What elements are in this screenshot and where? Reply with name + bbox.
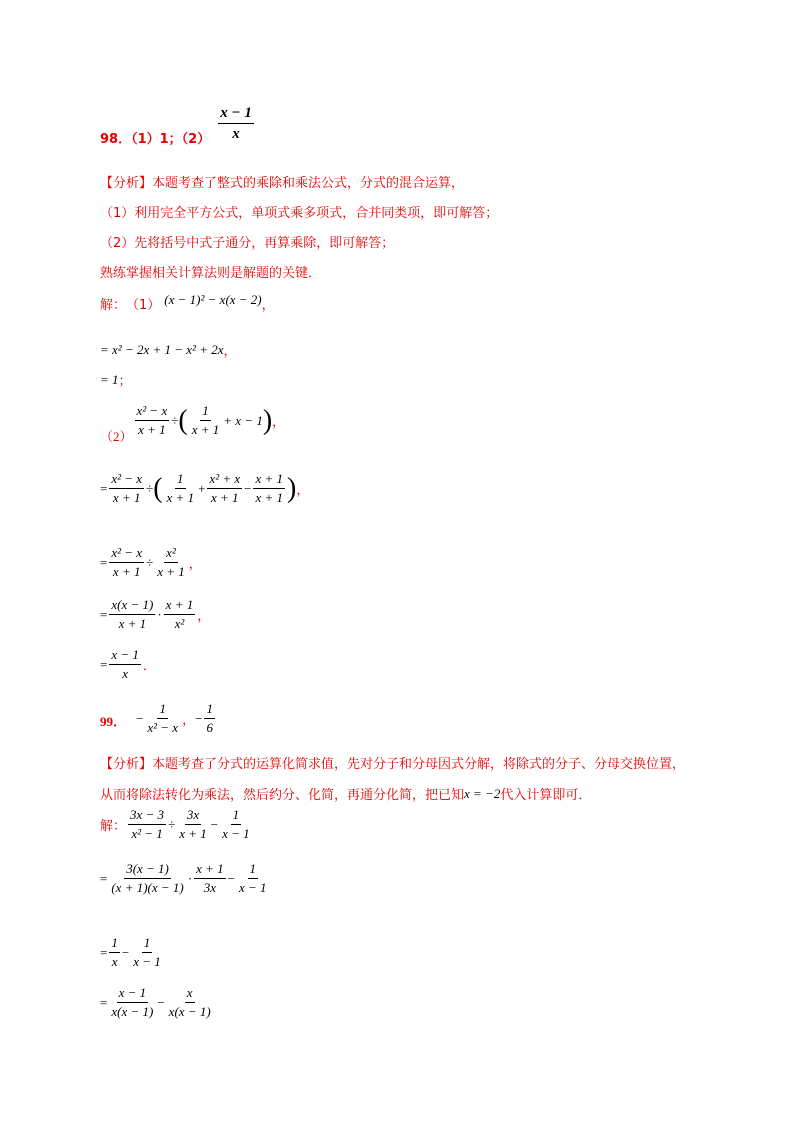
analysis98-line1: （1）利用完全平方公式，单项式乘多项式，合并同类项，即可解答； xyxy=(100,206,499,221)
analysis99-line2a: 从而将除法转化为乘法，然后约分、化简，再通分化简，把已知 xyxy=(100,788,465,803)
frac-denominator: x(x − 1) xyxy=(111,1004,154,1020)
analysis99-line2b: 代入计算即可． xyxy=(500,788,592,803)
sol98-step5-line: = $\frac{x(x - 1)}{x + 1}$ · $\frac{x + 1}{\text{x²}}$ ， xyxy=(100,597,211,632)
frac-numerator: 1 xyxy=(142,936,153,953)
sol98-part1-line xyxy=(100,291,275,313)
frac-numerator: x² − x xyxy=(135,404,170,421)
frac-denominator: x xyxy=(122,666,128,682)
frac-numerator: x + 1 xyxy=(253,472,285,489)
sol98-p2-frac-b xyxy=(190,404,222,438)
sol99-jie: 解： xyxy=(100,818,127,834)
frac-numerator: x − 1 xyxy=(109,648,141,665)
frac xyxy=(109,598,155,632)
frac-denominator: (x + 1)(x − 1) xyxy=(111,880,184,896)
analysis98-line3: 熟练掌握相关计算法则是解题的关键． xyxy=(100,266,322,281)
q98-label: 98．（1）1；（2） xyxy=(100,132,211,147)
left-paren: ( xyxy=(178,404,188,436)
frac-numerator: x² xyxy=(164,546,178,563)
analysis98-line2: （2）先将括号中式子通分，再算乘除，即可解答； xyxy=(100,236,395,251)
divide-sign: ÷ xyxy=(171,412,179,428)
frac-numerator: x² − x xyxy=(109,546,144,563)
frac-denominator: x + 1 xyxy=(138,422,166,437)
q98-frac-den: x xyxy=(232,126,240,142)
frac xyxy=(253,472,285,506)
sol98-comma: ， xyxy=(261,298,275,313)
sol98-jie: 解： xyxy=(100,298,127,313)
frac-denominator: x + 1 xyxy=(166,490,195,506)
frac-numerator: 3x xyxy=(185,808,201,825)
frac xyxy=(207,472,242,506)
frac xyxy=(131,936,163,970)
sol98-step3-line: = $\frac{\text{x² − x}}{x + 1}$ ÷ ( $\frac{1}{x + 1}$ + $\frac{\text{x² + x}}{x + 1}$ − $\frac{x + 1}{x + 1}$ ) ， xyxy=(100,471,310,506)
q99-answer-b xyxy=(204,702,215,736)
q98-frac-num: x − 1 xyxy=(218,105,254,125)
frac xyxy=(164,598,196,632)
frac-denominator: x xyxy=(111,954,118,970)
frac-denominator: x(x − 1) xyxy=(168,1004,211,1020)
analysis99-heading xyxy=(100,753,685,772)
frac-denominator: x + 1 xyxy=(211,490,239,506)
frac-denominator: x² − x xyxy=(147,720,179,736)
frac xyxy=(155,546,187,580)
q98-answer-line xyxy=(100,100,256,147)
sol98-semi: ； xyxy=(118,374,132,389)
frac-denominator: x − 1 xyxy=(238,880,267,896)
analysis98-heading xyxy=(100,172,464,191)
frac-denominator: x + 1 xyxy=(255,490,284,506)
sol99-step1-line: = $\frac{3(x - 1)}{(x + 1)(x - 1)}$ · $\frac{x + 1}{3x}$ − $\frac{1}{x - 1}$ xyxy=(100,861,267,896)
frac xyxy=(109,986,155,1020)
right-paren: ) xyxy=(262,404,273,436)
frac-numerator: 1 xyxy=(200,404,211,421)
frac xyxy=(237,862,269,896)
q99-label: 99． xyxy=(100,714,127,730)
frac-numerator: 1 xyxy=(109,936,120,953)
analysis99-tag: 【分析】 xyxy=(100,757,153,772)
sol98-part2-label: （2） xyxy=(100,429,133,444)
divide-sign: ÷ xyxy=(146,554,154,570)
frac-numerator: x + 1 xyxy=(164,598,196,615)
frac xyxy=(128,808,166,842)
frac-denominator: x − 1 xyxy=(222,826,250,842)
frac-denominator: 3x xyxy=(203,880,216,896)
sol99-step3-line: = $\frac{x - 1}{x(x - 1)}$ − $\frac{x}{x(x - 1)}$ xyxy=(100,985,211,1020)
frac-numerator: x(x − 1) xyxy=(109,598,155,615)
frac-denominator: x + 1 xyxy=(112,490,141,506)
frac-denominator: x − 1 xyxy=(133,954,161,970)
sol98-part1-label: （1） xyxy=(126,298,161,313)
frac xyxy=(194,862,226,896)
analysis98-tag: 【分析】 xyxy=(100,176,153,191)
analysis99-condition: x = −2 xyxy=(464,785,501,801)
frac xyxy=(109,472,144,506)
sol99-step2-line: = $\frac{1}{x}$ − $\frac{1}{x - 1}$ xyxy=(100,935,161,970)
analysis98-text: 本题考查了整式的乘除和乘法公式，分式的混合运算， xyxy=(152,176,465,191)
frac-numerator: x − 1 xyxy=(117,986,149,1003)
frac-numerator: 1 xyxy=(204,702,215,719)
q98-answer-fraction xyxy=(218,105,254,143)
sol98-step2-line xyxy=(100,370,132,389)
frac-numerator: x² − x xyxy=(109,472,144,489)
right-paren: ) xyxy=(287,472,297,504)
analysis99-text: 本题考查了分式的运算化简求值，先对分子和分母因式分解，将除式的分子、分母交换位置， xyxy=(152,757,686,772)
frac-numerator: x xyxy=(185,986,195,1003)
frac-denominator: x² xyxy=(174,616,185,632)
frac xyxy=(165,472,197,506)
sol98-p2-tail: + x − 1 xyxy=(223,412,263,428)
frac-denominator: x + 1 xyxy=(157,564,185,580)
separator: ， xyxy=(182,712,196,728)
sol98-p2-frac-a xyxy=(135,404,170,438)
sol98-step2: = 1 xyxy=(100,371,119,387)
frac-denominator: x + 1 xyxy=(118,616,147,632)
sol98-part2-line: （2） $\frac{\text{x² − x}}{x + 1}$ ÷ ( $\frac{1}{x + 1}$ + x − 1 ) ， xyxy=(100,402,286,444)
sol98-expr1: (x − 1)² − x(x − 2) xyxy=(164,291,262,307)
frac xyxy=(177,808,209,842)
frac-denominator: 6 xyxy=(206,720,213,736)
frac-numerator: 3x − 3 xyxy=(128,808,166,825)
frac-denominator: x + 1 xyxy=(179,826,207,842)
frac-numerator: x + 1 xyxy=(194,862,226,879)
frac-numerator: 1 xyxy=(248,862,259,879)
analysis99-line2 xyxy=(100,784,591,803)
q99-answer-a xyxy=(145,702,180,736)
frac xyxy=(167,986,213,1020)
sol98-step4-line: = $\frac{\text{x² − x}}{x + 1}$ ÷ $\frac{\text{x²}}{x + 1}$ ， xyxy=(100,545,202,580)
sol99-expr-line: 解： $\frac{3x - 3}{\text{x² − 1}}$ ÷ $\frac{3x}{x + 1}$ − $\frac{1}{x - 1}$ xyxy=(100,807,250,842)
frac-numerator: x² + x xyxy=(207,472,242,489)
q99-answer-line: 99． − $\frac{1}{\text{x² − x}}$ ， − $\frac{1}{6}$ xyxy=(100,701,213,736)
frac xyxy=(109,936,120,970)
divide-sign: ÷ xyxy=(146,480,154,496)
frac xyxy=(109,648,141,682)
left-paren: ( xyxy=(153,472,163,504)
frac xyxy=(109,546,144,580)
sol98-result-line: = $\frac{x - 1}{x}$ ． xyxy=(100,647,156,682)
frac-denominator: x² − 1 xyxy=(131,826,163,842)
frac-denominator: x + 1 xyxy=(191,422,220,437)
sol98-step1: = x² − 2x + 1 − x² + 2x xyxy=(100,341,224,357)
frac xyxy=(109,862,185,896)
sol98-step1-line: = x² − 2x + 1 − x² + 2x ， xyxy=(100,341,237,359)
period: ． xyxy=(142,658,156,674)
frac-numerator: 1 xyxy=(175,472,186,489)
frac-numerator: 3(x − 1) xyxy=(124,862,171,879)
frac-numerator: 1 xyxy=(157,702,168,719)
frac-numerator: 1 xyxy=(231,808,242,825)
frac-denominator: x + 1 xyxy=(112,564,141,580)
frac xyxy=(220,808,252,842)
